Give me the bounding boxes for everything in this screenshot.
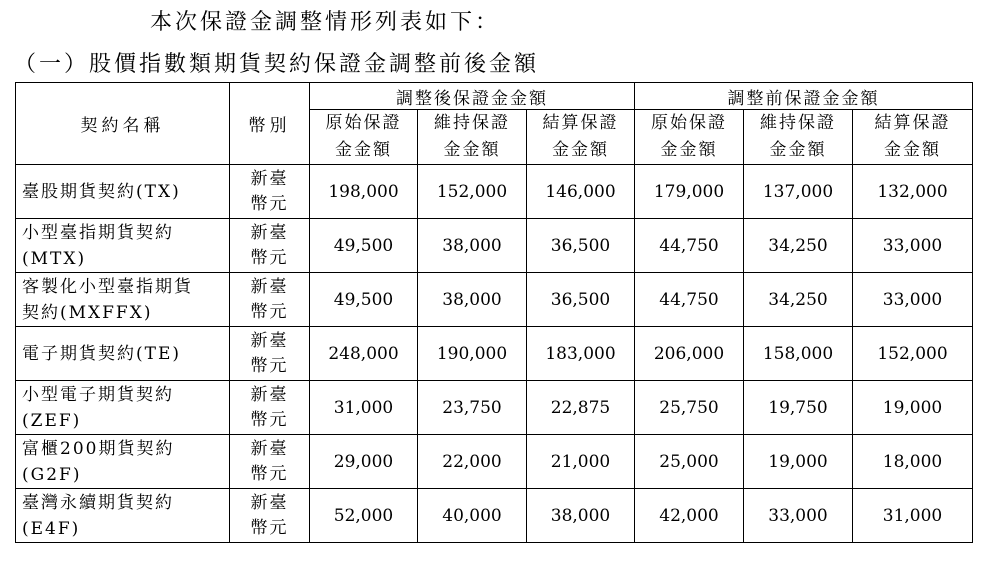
currency-line1: 新臺 bbox=[250, 276, 289, 297]
margin-value-cell: 33,000 bbox=[744, 489, 853, 543]
margin-value-cell: 38,000 bbox=[527, 489, 635, 543]
section-heading: （一）股價指數類期貨契約保證金調整前後金額 bbox=[14, 52, 540, 77]
contract-name-line1: 小型臺指期貨契約 bbox=[22, 222, 174, 243]
header-sub-column bbox=[635, 110, 744, 165]
contract-name-cell bbox=[16, 327, 230, 381]
header-sub-line1: 原始保證 bbox=[651, 113, 727, 133]
currency-cell bbox=[230, 273, 310, 327]
header-sub-column bbox=[310, 110, 418, 165]
contract-name-line1: 富櫃200期貨契約 bbox=[22, 438, 175, 459]
margin-value-cell: 29,000 bbox=[310, 435, 418, 489]
currency-cell bbox=[230, 327, 310, 381]
margin-value-cell: 19,000 bbox=[853, 381, 973, 435]
margin-value-cell: 42,000 bbox=[635, 489, 744, 543]
header-sub-column bbox=[744, 110, 853, 165]
table-row bbox=[16, 165, 973, 219]
margin-value-cell: 36,500 bbox=[527, 273, 635, 327]
currency-line2: 幣元 bbox=[250, 517, 289, 538]
contract-name-line2: (G2F) bbox=[22, 464, 82, 485]
contract-name-cell bbox=[16, 165, 230, 219]
currency-cell bbox=[230, 219, 310, 273]
table-row bbox=[16, 273, 973, 327]
contract-name-line1: 臺股期貨契約(TX) bbox=[22, 181, 181, 202]
header-sub-line2: 金金額 bbox=[660, 140, 718, 160]
contract-name-cell bbox=[16, 219, 230, 273]
margin-value-cell: 137,000 bbox=[744, 165, 853, 219]
margin-value-cell: 49,500 bbox=[310, 273, 418, 327]
intro-heading: 本次保證金調整情形列表如下： bbox=[150, 10, 501, 35]
margin-value-cell: 183,000 bbox=[527, 327, 635, 381]
header-sub-line2: 金金額 bbox=[552, 140, 609, 160]
margin-value-cell: 179,000 bbox=[635, 165, 744, 219]
margin-value-cell: 152,000 bbox=[418, 165, 527, 219]
header-group-row bbox=[16, 83, 973, 110]
currency-line2: 幣元 bbox=[250, 193, 289, 214]
margin-value-cell: 22,875 bbox=[527, 381, 635, 435]
header-sub-line2: 金金額 bbox=[443, 140, 501, 160]
header-sub-column bbox=[418, 110, 527, 165]
margin-value-cell: 152,000 bbox=[853, 327, 973, 381]
margin-value-cell: 36,500 bbox=[527, 219, 635, 273]
header-sub-line2: 金金額 bbox=[884, 140, 941, 160]
margin-value-cell: 132,000 bbox=[853, 165, 973, 219]
margin-value-cell: 190,000 bbox=[418, 327, 527, 381]
currency-line2: 幣元 bbox=[250, 247, 289, 268]
currency-line2: 幣元 bbox=[250, 409, 289, 430]
currency-line2: 幣元 bbox=[250, 463, 289, 484]
margin-value-cell: 38,000 bbox=[418, 219, 527, 273]
margin-value-cell: 31,000 bbox=[853, 489, 973, 543]
contract-name-cell bbox=[16, 435, 230, 489]
margin-value-cell: 34,250 bbox=[744, 219, 853, 273]
margin-value-cell: 19,000 bbox=[744, 435, 853, 489]
header-sub-line2: 金金額 bbox=[769, 140, 827, 160]
margin-value-cell: 25,000 bbox=[635, 435, 744, 489]
table-body bbox=[16, 165, 973, 543]
margin-value-cell: 34,250 bbox=[744, 273, 853, 327]
contract-name-line1: 客製化小型臺指期貨 bbox=[22, 276, 193, 297]
currency-line1: 新臺 bbox=[250, 222, 289, 243]
contract-name-line1: 小型電子期貨契約 bbox=[22, 384, 174, 405]
contract-name-line1: 電子期貨契約(TE) bbox=[22, 343, 182, 364]
margin-value-cell: 44,750 bbox=[635, 273, 744, 327]
margin-value-cell: 33,000 bbox=[853, 273, 973, 327]
currency-line1: 新臺 bbox=[250, 384, 289, 405]
header-group-after: 調整後保證金金額 bbox=[310, 83, 635, 110]
currency-cell bbox=[230, 435, 310, 489]
currency-line1: 新臺 bbox=[250, 168, 289, 189]
contract-name-line2: (E4F) bbox=[22, 518, 81, 539]
contract-name-cell bbox=[16, 489, 230, 543]
margin-value-cell: 158,000 bbox=[744, 327, 853, 381]
currency-line1: 新臺 bbox=[250, 492, 289, 513]
margin-value-cell: 23,750 bbox=[418, 381, 527, 435]
margin-value-cell: 38,000 bbox=[418, 273, 527, 327]
header-sub-line1: 原始保證 bbox=[325, 113, 402, 133]
contract-name-cell bbox=[16, 273, 230, 327]
table-row bbox=[16, 327, 973, 381]
header-sub-column bbox=[853, 110, 973, 165]
contract-name-line2: (ZEF) bbox=[22, 410, 82, 431]
margin-value-cell: 19,750 bbox=[744, 381, 853, 435]
margin-value-cell: 52,000 bbox=[310, 489, 418, 543]
margin-value-cell: 40,000 bbox=[418, 489, 527, 543]
currency-cell bbox=[230, 381, 310, 435]
margin-value-cell: 18,000 bbox=[853, 435, 973, 489]
header-sub-line2: 金金額 bbox=[335, 140, 392, 160]
header-contract-name: 契約名稱 bbox=[16, 83, 230, 165]
currency-line2: 幣元 bbox=[250, 301, 289, 322]
header-sub-line1: 結算保證 bbox=[874, 113, 951, 133]
margin-value-cell: 49,500 bbox=[310, 219, 418, 273]
header-sub-line1: 結算保證 bbox=[542, 113, 619, 133]
margin-value-cell: 21,000 bbox=[527, 435, 635, 489]
margin-value-cell: 206,000 bbox=[635, 327, 744, 381]
contract-name-line2: 契約(MXFFX) bbox=[22, 302, 153, 323]
contract-name-line2: (MTX) bbox=[22, 248, 87, 269]
currency-line1: 新臺 bbox=[250, 438, 289, 459]
header-currency: 幣別 bbox=[230, 83, 310, 165]
header-sub-column bbox=[527, 110, 635, 165]
currency-line1: 新臺 bbox=[250, 330, 289, 351]
table-row bbox=[16, 435, 973, 489]
margin-value-cell: 146,000 bbox=[527, 165, 635, 219]
table-row bbox=[16, 219, 973, 273]
table-row bbox=[16, 489, 973, 543]
header-sub-line1: 維持保證 bbox=[434, 113, 510, 133]
table-row bbox=[16, 381, 973, 435]
margin-value-cell: 44,750 bbox=[635, 219, 744, 273]
currency-cell bbox=[230, 165, 310, 219]
margin-value-cell: 22,000 bbox=[418, 435, 527, 489]
margin-value-cell: 33,000 bbox=[853, 219, 973, 273]
header-sub-line1: 維持保證 bbox=[760, 113, 836, 133]
margin-value-cell: 31,000 bbox=[310, 381, 418, 435]
contract-name-cell bbox=[16, 381, 230, 435]
margin-table bbox=[15, 82, 973, 543]
currency-cell bbox=[230, 489, 310, 543]
margin-value-cell: 25,750 bbox=[635, 381, 744, 435]
margin-value-cell: 198,000 bbox=[310, 165, 418, 219]
contract-name-line1: 臺灣永續期貨契約 bbox=[22, 492, 174, 513]
currency-line2: 幣元 bbox=[250, 355, 289, 376]
margin-value-cell: 248,000 bbox=[310, 327, 418, 381]
header-group-before: 調整前保證金金額 bbox=[635, 83, 973, 110]
